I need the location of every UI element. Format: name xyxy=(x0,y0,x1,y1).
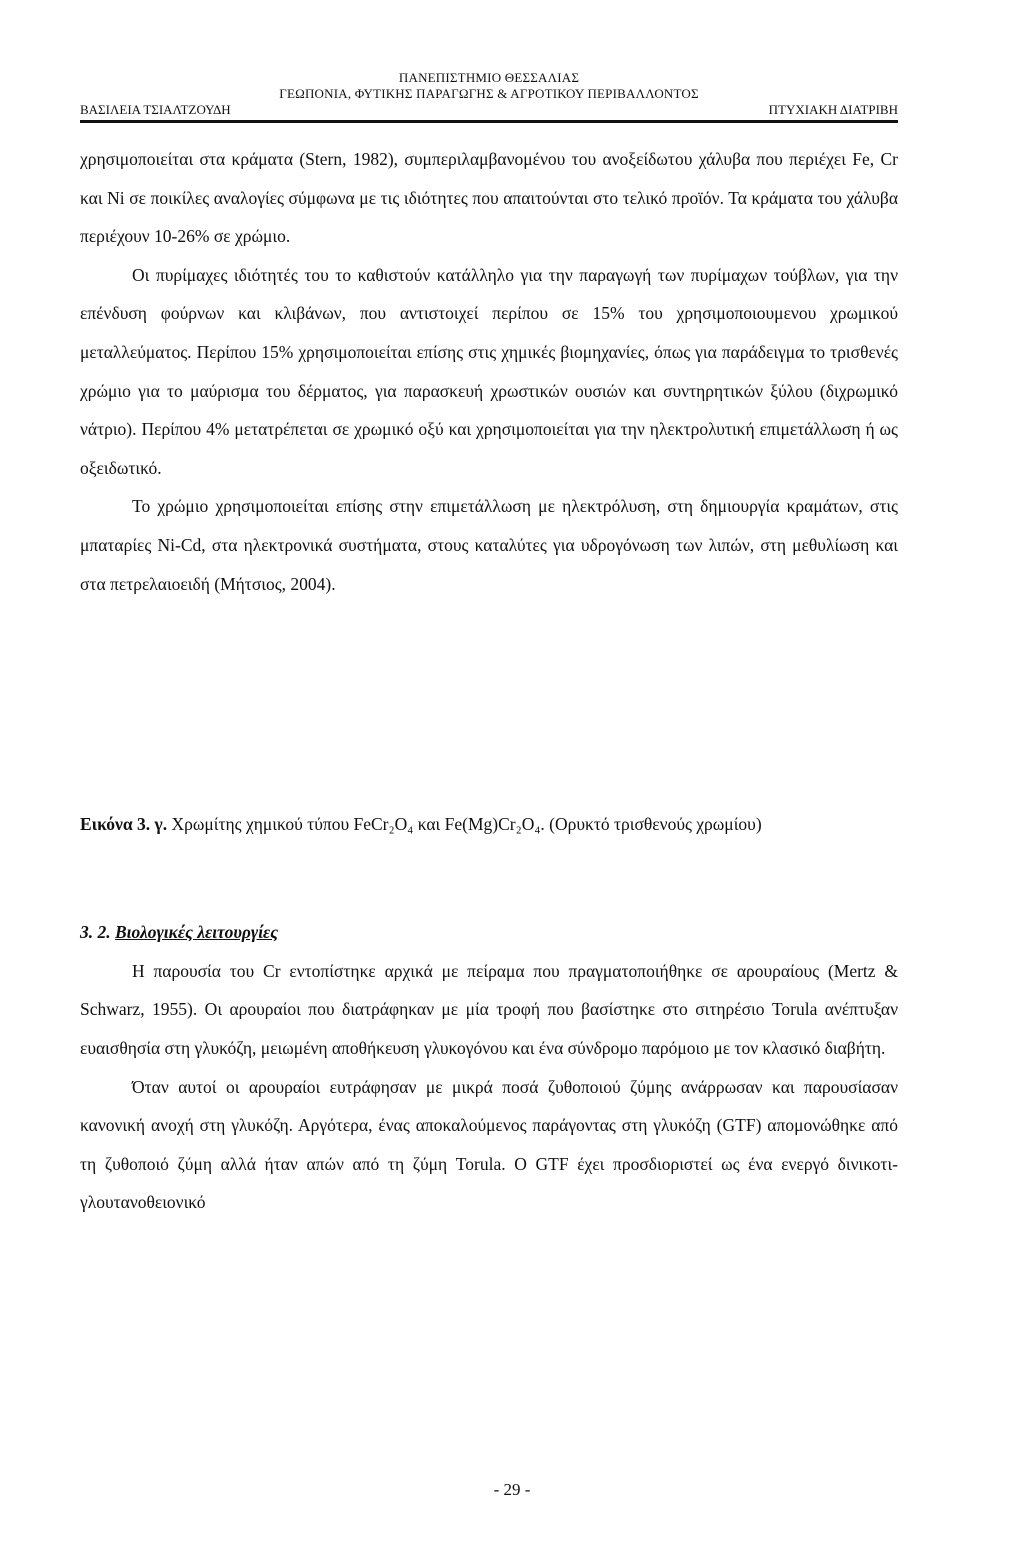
section-paragraph-1: Η παρουσία του Cr εντοπίστηκε αρχικά με πείραμα που πραγματοποιήθηκε σε αρουραίους (Mertz & Schwarz, 1955). Οι αρουραίοι που διατράφηκαν με μία τροφή που βασίστηκε στο σιτηρέσιο Torula ανέπτυξαν ευαισθησία στη γλυκόζη, μειωμένη αποθήκευση γλυκογόνου και ένα σύνδρομο παρόμοιο με τον κλασικό διαβήτη. xyxy=(80,960,898,1058)
university-name: ΠΑΝΕΠΙΣΤΗΜΙΟ ΘΕΣΣΑΛΙΑΣ xyxy=(398,70,580,85)
page-number: - 29 - xyxy=(493,1480,531,1499)
section-title: Βιολογικές λειτουργίες xyxy=(115,922,279,943)
department-name: ΓΕΩΠΟΝΙΑ, ΦΥΤΙΚΗΣ ΠΑΡΑΓΩΓΗΣ & ΑΓΡΟΤΙΚΟΥ ΠΕΡΙΒΑΛΛΟΝΤΟΣ xyxy=(279,86,699,101)
author-name: ΒΑΣΙΛΕΙΑ ΤΣΙΑΛΤΖΟΥΔΗ xyxy=(80,102,231,117)
body-text xyxy=(80,140,898,1222)
section-heading xyxy=(80,913,898,952)
paragraph-3: Το χρώμιο χρησιμοποιείται επίσης στην επιμετάλλωση με ηλεκτρόλυση, στη δημιουργία κραμάτων, στις μπαταρίες Ni-Cd, στα ηλεκτρονικά συστήματα, στους καταλύτες για υδρογόνωση των λιπών, στη μεθυλίωση και στα πετρελαιοειδή (Μήτσιος, 2004). xyxy=(80,496,898,594)
paragraph-1: χρησιμοποιείται στα κράματα (Stern, 1982), συμπεριλαμβανομένου του ανοξείδωτου χάλυβα που περιέχει Fe, Cr και Ni σε ποικίλες αναλογίες σύμφωνα με τις ιδιότητες που απαιτούνται στο τελικό προϊόν. Τα κράματα του χάλυβα περιέχουν 10-26% σε χρώμιο. xyxy=(80,149,898,247)
figure-label: Εικόνα 3. γ. xyxy=(80,814,168,835)
document-type: ΠΤΥΧΙΑΚΗ ΔΙΑΤΡΙΒΗ xyxy=(768,102,898,117)
section-number: 3. 2. xyxy=(80,922,111,943)
figure-caption-text: Χρωμίτης χημικού τύπου FeCr₂O₄ και Fe(Mg)Cr₂O₄. (Ορυκτό τρισθενούς χρωμίου) xyxy=(171,814,762,835)
section-biological-functions xyxy=(80,913,898,1222)
page-header xyxy=(80,70,898,123)
paragraph-2: Οι πυρίμαχες ιδιότητές του το καθιστούν κατάλληλο για την παραγωγή των πυρίμαχων τούβλων, για την επένδυση φούρνων και κλιβάνων, που αντιστοιχεί περίπου σε 15% του χρησιμοποιουμενου χρωμικού μεταλλεύματος. Περίπου 15% χρησιμοποιείται επίσης στις χημικές βιομηχανίες, όπως για παράδειγμα το τρισθενές χρώμιο για το μαύρισμα του δέρματος, για παρασκευή χρωστικών ουσιών και συντηρητικών ξύλου (διχρωμικό νάτριο). Περίπου 4% μετατρέπεται σε χρωμικό οξύ και χρησιμοποιείται για την ηλεκτρολυτική επιμετάλλωση ή ως οξειδωτικό. xyxy=(80,264,898,478)
figure-area xyxy=(80,603,898,811)
figure-caption xyxy=(80,811,898,837)
header-rule xyxy=(80,120,898,123)
header-row xyxy=(80,102,898,118)
section-paragraph-2: Όταν αυτοί οι αρουραίοι ευτράφησαν με μικρά ποσά ζυθοποιού ζύμης ανάρρωσαν και παρουσίασαν κανονική ανοχή στη γλυκόζη. Αργότερα, ένας αποκαλούμενος παράγοντας στη γλυκόζη (GTF) απομονώθηκε από τη ζυθοποιό ζύμη αλλά ήταν απών από τη ζύμη Torula. Ο GTF έχει προσδιοριστεί ως ένα ενεργό δινικοτι-γλουτανοθειονικό xyxy=(80,1076,898,1213)
